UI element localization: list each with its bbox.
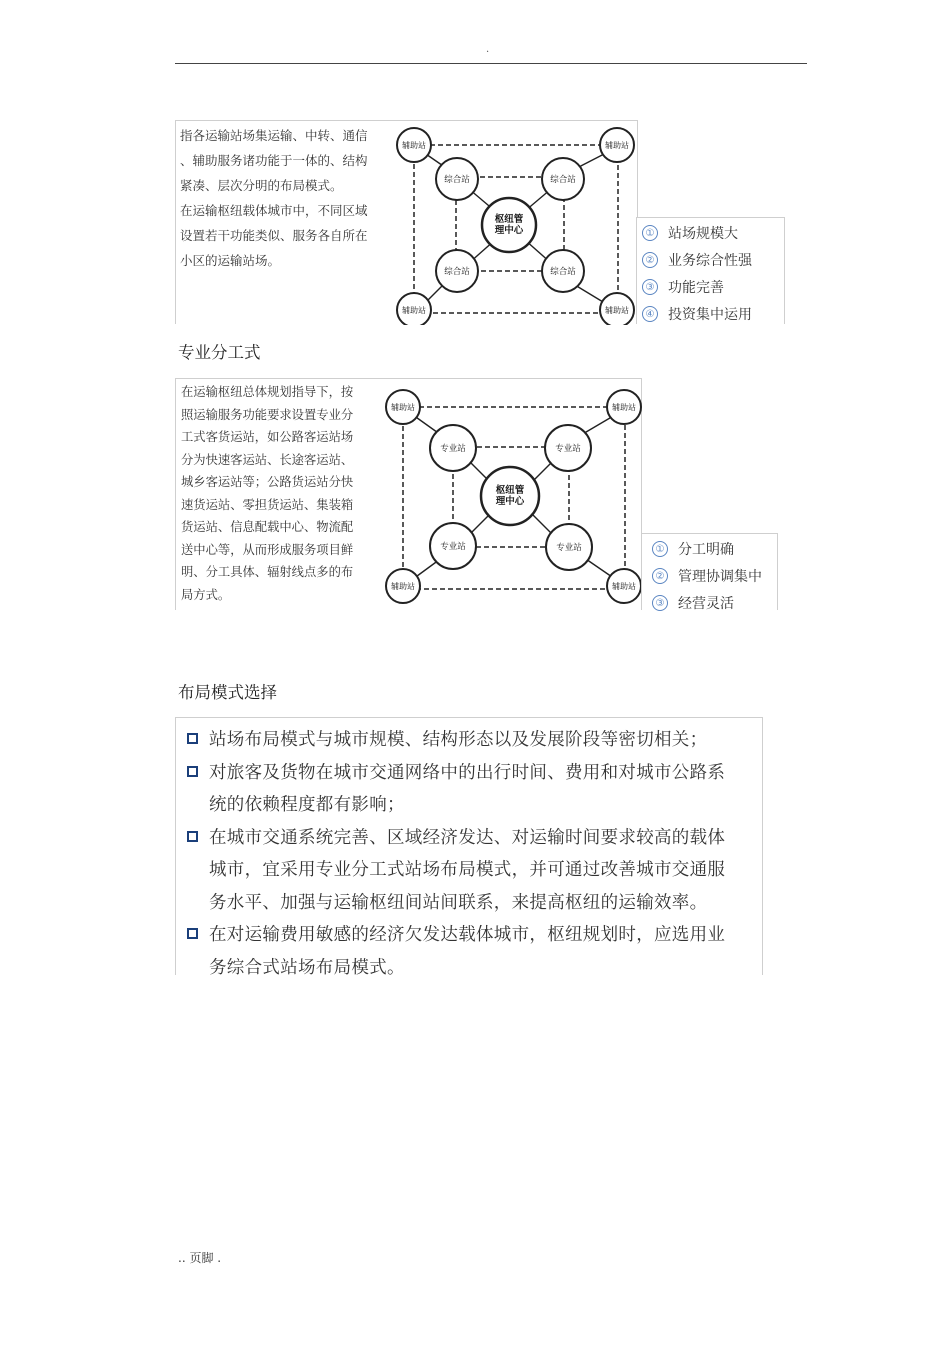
comprehensive-features <box>636 217 785 324</box>
svg-text:辅助站: 辅助站 <box>402 306 426 315</box>
svg-text:辅助站: 辅助站 <box>605 141 629 150</box>
svg-text:专业站: 专业站 <box>556 543 582 553</box>
specialized-title: 专业分工式 <box>178 343 261 362</box>
bullet-square-icon <box>187 831 198 842</box>
svg-text:综合站: 综合站 <box>444 267 470 277</box>
feature-item-1: ① 分工明确 <box>652 535 777 562</box>
corner-node-tl <box>397 128 431 162</box>
svg-text:辅助站: 辅助站 <box>391 403 415 412</box>
svg-text:枢纽管理中心: 枢纽管理中心 <box>495 485 525 507</box>
corner-node-tr <box>607 390 641 424</box>
inner-node-tr <box>545 425 591 471</box>
header-rule <box>175 63 807 64</box>
bullet-item-2: 对旅客及货物在城市交通网络中的出行时间、费用和对城市公路系 统的依赖程度都有影响； <box>187 757 756 822</box>
bullet-item-4: 在对运输费用敏感的经济欠发达载体城市，枢纽规划时，应选用业 务综合式站场布局模式。 <box>187 919 756 984</box>
bullet-item-3: 在城市交通系统完善、区域经济发达、对运输时间要求较高的载体 城市，宜采用专业分工式站场布局模式，并可通过改善城市交通服 务水平、加强与运输枢纽间站间联系，来提高枢纽的运输效率。 <box>187 822 756 920</box>
corner-node-bl <box>397 293 431 325</box>
selection-bullets <box>175 717 763 978</box>
feature-item-3: ③ 功能完善 <box>642 273 784 300</box>
comprehensive-diagram <box>393 125 639 325</box>
comprehensive-description: 指各运输站场集运输、中转、通信 、辅助服务诸功能于一体的、结构 紧凑、层次分明的布局模式。 在运输枢纽载体城市中，不同区域 设置若干功能类似、服务各自所在 小区的运输站场。 <box>180 128 368 268</box>
spoke <box>531 513 553 535</box>
svg-text:专业站: 专业站 <box>440 542 466 552</box>
svg-text:综合站: 综合站 <box>550 175 576 185</box>
comprehensive-panel <box>175 120 638 324</box>
bullet-square-icon <box>187 766 198 777</box>
feature-item-2: ② 管理协调集中 <box>652 562 777 589</box>
selection-title: 布局模式选择 <box>178 683 277 702</box>
feature-item-4: ④ 投资集中运用 <box>642 300 784 327</box>
specialized-diagram <box>383 385 643 609</box>
svg-text:枢纽管理中心: 枢纽管理中心 <box>494 214 524 236</box>
feature-item-1: ① 站场规模大 <box>642 219 784 246</box>
inner-node-tl <box>430 425 476 471</box>
svg-text:辅助站: 辅助站 <box>605 306 629 315</box>
inner-node-bl <box>430 523 476 569</box>
svg-text:辅助站: 辅助站 <box>391 582 415 591</box>
corner-node-bl <box>386 569 420 603</box>
corner-node-br <box>607 569 641 603</box>
svg-text:辅助站: 辅助站 <box>612 582 636 591</box>
feature-item-2: ② 业务综合性强 <box>642 246 784 273</box>
page-footer: .. 页脚 . <box>178 1251 222 1265</box>
specialized-features <box>641 533 778 610</box>
svg-text:辅助站: 辅助站 <box>612 403 636 412</box>
bullet-item-1: 站场布局模式与城市规模、结构形态以及发展阶段等密切相关； <box>187 724 756 757</box>
corner-node-tr <box>600 128 634 162</box>
inner-node-br <box>546 524 592 570</box>
center-node <box>481 467 539 525</box>
svg-text:专业站: 专业站 <box>555 444 581 454</box>
svg-text:综合站: 综合站 <box>444 175 470 185</box>
svg-text:专业站: 专业站 <box>440 444 466 454</box>
svg-text:辅助站: 辅助站 <box>402 141 426 150</box>
inner-node-br <box>542 250 584 292</box>
inner-node-tl <box>436 158 478 200</box>
inner-node-tr <box>542 158 584 200</box>
inner-node-bl <box>436 250 478 292</box>
header-mark: . <box>486 44 490 55</box>
specialized-panel <box>175 378 642 610</box>
bullet-square-icon <box>187 928 198 939</box>
feature-item-3: ③ 经营灵活 <box>652 589 777 616</box>
bullet-square-icon <box>187 733 198 744</box>
corner-node-tl <box>386 390 420 424</box>
svg-text:综合站: 综合站 <box>550 267 576 277</box>
corner-node-br <box>600 293 634 325</box>
specialized-description: 在运输枢纽总体规划指导下，按 照运输服务功能要求设置专业分 工式客货运站，如公路客运站场 分为快速客运站、长途客运站、 城乡客运站等；公路货运站分快 速货运站、零担货运站、集装箱 货运站、信息配载中心、物流配 送中心等，从而形成服务项目鲜 明、分工具体、辐射线点多的布 局方式。 <box>181 385 354 602</box>
center-node <box>482 198 536 252</box>
